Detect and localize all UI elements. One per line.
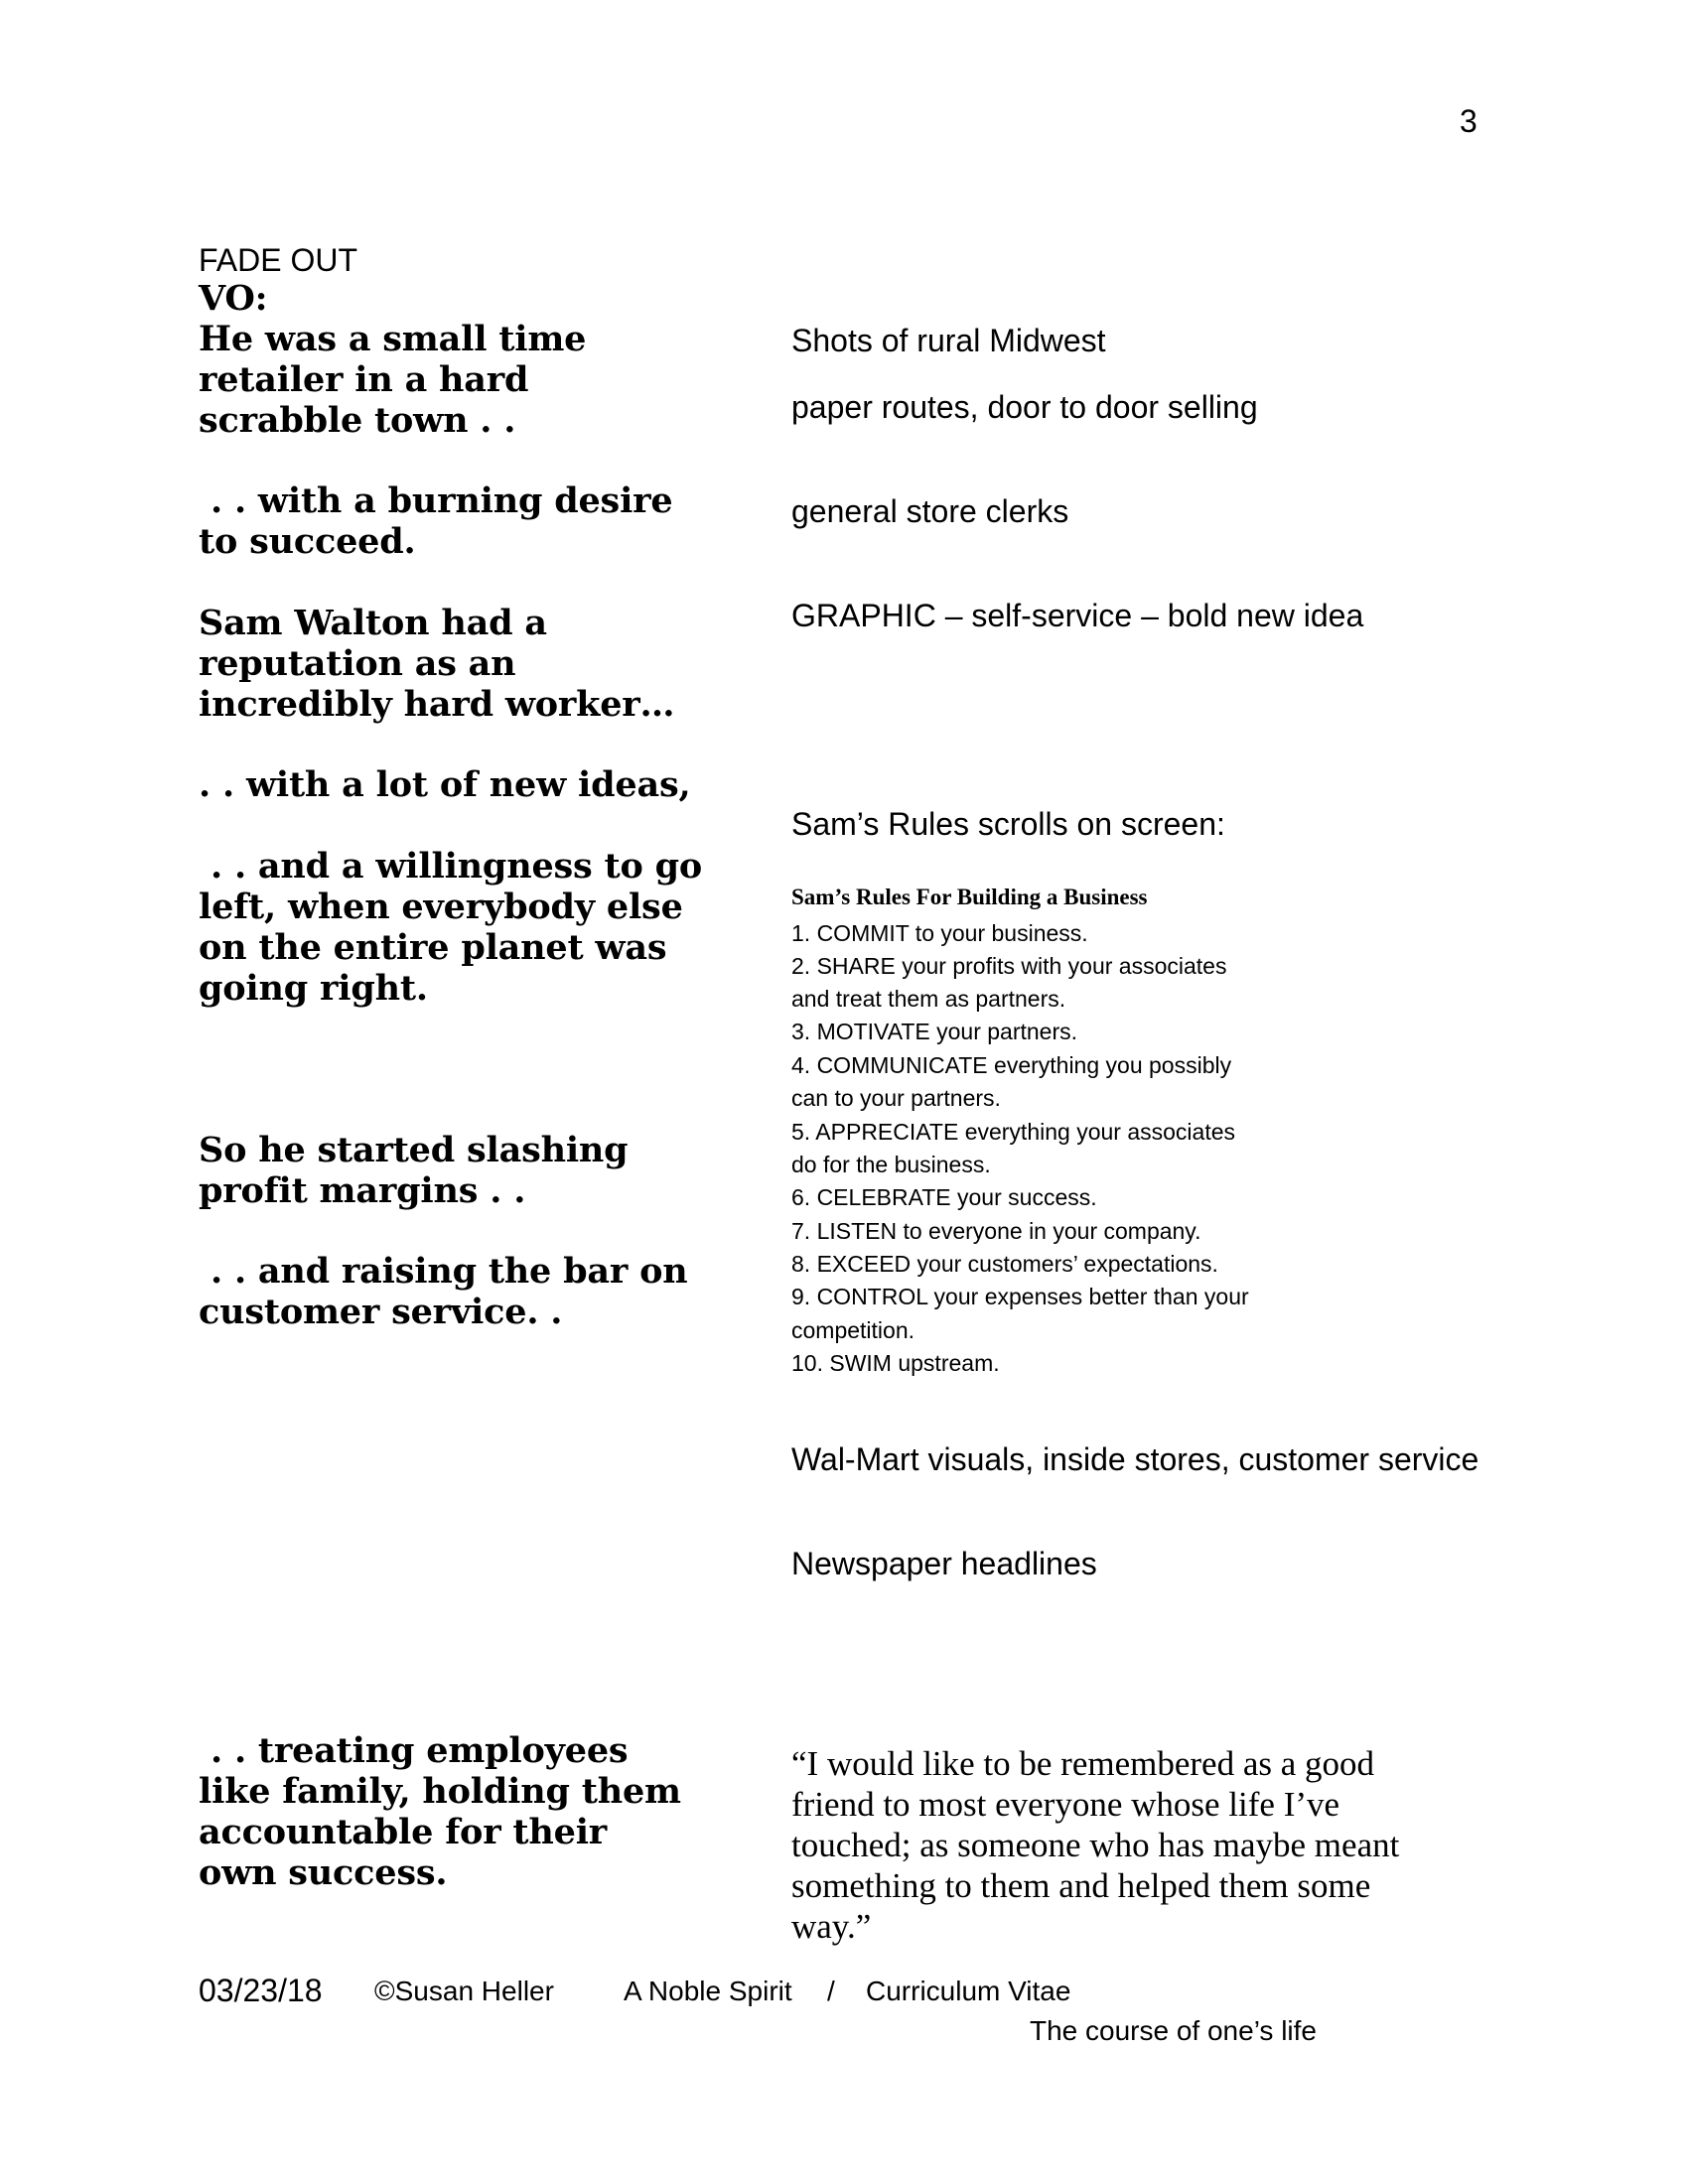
rule-line: do for the business. [791, 1152, 991, 1177]
visual-direction: paper routes, door to door selling [791, 389, 1258, 425]
vo-line: own success. [199, 1852, 448, 1893]
rule-line: 9. CONTROL your expenses better than your [791, 1284, 1249, 1309]
vo-line: . . with a burning desire [199, 480, 673, 521]
visual-direction: Sam’s Rules scrolls on screen: [791, 806, 1225, 842]
page-number: 3 [1460, 103, 1477, 139]
footer-tagline: The course of one’s life [1030, 2015, 1317, 2046]
rule-line: 3. MOTIVATE your partners. [791, 1019, 1078, 1044]
vo-line: like family, holding them [199, 1771, 681, 1812]
quote-line: “I would like to be remembered as a good [791, 1744, 1375, 1783]
vo-line: customer service. . [199, 1292, 563, 1332]
visual-direction: general store clerks [791, 493, 1069, 529]
footer-copyright: ©Susan Heller [374, 1976, 554, 2006]
rule-line: and treat them as partners. [791, 986, 1066, 1012]
rule-line: 5. APPRECIATE everything your associates [791, 1119, 1235, 1145]
vo-line: . . and a willingness to go [199, 846, 703, 887]
rule-line: 6. CELEBRATE your success. [791, 1184, 1097, 1210]
rules-title: Sam’s Rules For Building a Business [791, 885, 1148, 909]
vo-line: left, when everybody else [199, 887, 683, 927]
vo-line: . . and raising the bar on [199, 1251, 688, 1292]
visual-direction: Shots of rural Midwest [791, 323, 1106, 358]
visual-direction: Newspaper headlines [791, 1546, 1097, 1581]
vo-line: to succeed. [199, 521, 416, 562]
rule-line: 1. COMMIT to your business. [791, 920, 1088, 946]
visual-direction: GRAPHIC – self-service – bold new idea [791, 598, 1364, 633]
footer-title: A Noble Spirit [624, 1976, 792, 2006]
quote-line: touched; as someone who has maybe meant [791, 1826, 1400, 1864]
vo-line: incredibly hard worker… [199, 684, 675, 725]
rule-line: 4. COMMUNICATE everything you possibly [791, 1052, 1232, 1078]
vo-line: So he started slashing [199, 1130, 629, 1170]
vo-line: going right. [199, 968, 428, 1009]
footer-separator: / [827, 1976, 835, 2006]
vo-line: profit margins . . [199, 1170, 526, 1211]
vo-line: reputation as an [199, 643, 516, 684]
quote-line: friend to most everyone whose life I’ve [791, 1785, 1340, 1824]
rule-line: 7. LISTEN to everyone in your company. [791, 1218, 1201, 1244]
quote-line: way.” [791, 1907, 872, 1946]
fade-out-transition: FADE OUT [199, 242, 358, 278]
vo-line: retailer in a hard [199, 359, 529, 400]
vo-line: accountable for their [199, 1812, 608, 1852]
rule-line: competition. [791, 1317, 915, 1343]
vo-line: Sam Walton had a [199, 603, 547, 643]
rule-line: 10. SWIM upstream. [791, 1350, 1000, 1376]
vo-line: . . treating employees [199, 1730, 629, 1771]
rule-line: can to your partners. [791, 1085, 1001, 1111]
vo-line: He was a small time [199, 319, 587, 359]
footer-subtitle: Curriculum Vitae [866, 1976, 1071, 2006]
rule-line: 8. EXCEED your customers’ expectations. [791, 1251, 1218, 1277]
vo-label: VO: [199, 278, 268, 319]
vo-line: on the entire planet was [199, 927, 667, 968]
rule-line: 2. SHARE your profits with your associates [791, 953, 1227, 979]
quote-line: something to them and helped them some [791, 1866, 1371, 1905]
visual-direction: Wal-Mart visuals, inside stores, customer service [791, 1441, 1479, 1477]
vo-line: . . with a lot of new ideas, [199, 764, 691, 805]
vo-line: scrabble town . . [199, 400, 516, 441]
footer-date: 03/23/18 [199, 1973, 323, 2008]
